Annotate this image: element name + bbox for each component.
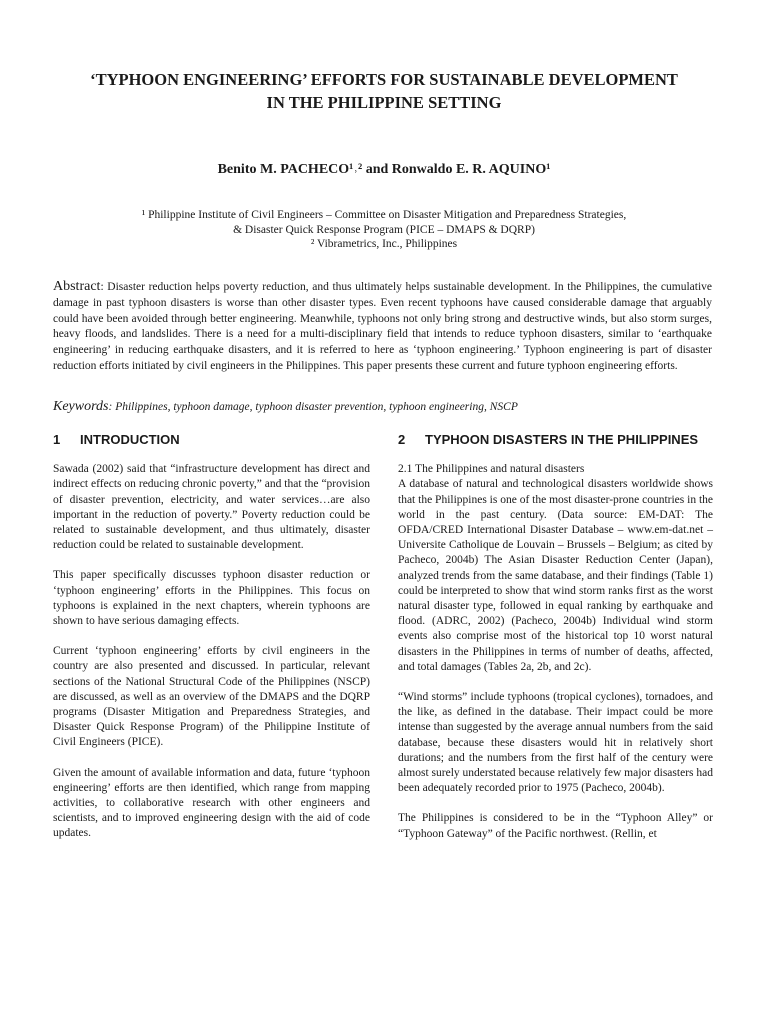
author-list: Benito M. PACHECO¹˒² and Ronwaldo E. R. AQUINO¹ <box>217 162 551 177</box>
paragraph: This paper specifically discusses typhoon disaster reduction or ‘typhoon engineering’ efforts in the Philippines. This focus on typhoons is explained in the next chapters, wherein typhoons are shown to have serious damaging effects. <box>53 569 370 628</box>
paragraph: A database of natural and technological disasters worldwide shows that the Philippines is one of the most disaster-prone countries in the world in the past century. (Data source: EM-DAT: The OFDA/CRED International Disaster Database – www.em-dat.net – Universite Catholique de Louvain – Brussels – Belgium; as cited by Pacheco, 2004b) The Asian Disaster Reduction Center (Japan), analyzed trends from the same database, and their findings (Table 1) could be interpreted to show that wind storm ranks first as the worst natural disaster type, followed in equal ranking by earthquake and flood. (ADRC, 2002) (Pacheco, 2004b) Individual wind storm events also comprise most of the historical top 10 worst natural disasters in the Philippines in terms of number of deaths, affected, and total damages (Tables 2a, 2b, and 2c). <box>398 478 714 673</box>
affiliation-line-1: ¹ Philippine Institute of Civil Engineers – Committee on Disaster Mitigation and Preparedness Strategies, <box>141 209 627 221</box>
section-1-number: 1 <box>53 432 61 447</box>
abstract <box>53 279 712 375</box>
affiliation-line-3: ² Vibrametrics, Inc., Philippines <box>310 238 458 250</box>
section-2-heading <box>398 432 713 447</box>
subsection-2-1-heading: 2.1 The Philippines and natural disasters <box>398 463 585 476</box>
affiliation-line-2: & Disaster Quick Response Program (PICE – DMAPS & DQRP) <box>233 223 535 236</box>
section-2-number: 2 <box>398 432 406 447</box>
paragraph: The Philippines is considered to be in the “Typhoon Alley” or “Typhoon Gateway” of the Pacific northwest. (Rellin, et <box>398 812 713 840</box>
paper-title <box>40 68 728 114</box>
keywords-label: Keywords <box>53 399 109 414</box>
keywords <box>53 399 712 415</box>
title-line-1: ‘TYPHOON ENGINEERING’ EFFORTS FOR SUSTAINABLE DEVELOPMENT <box>90 70 678 89</box>
section-1-heading <box>53 432 370 447</box>
right-column <box>398 432 713 857</box>
left-column <box>53 432 370 857</box>
keywords-text: : Philippines, typhoon damage, typhoon disaster prevention, typhoon engineering, NSCP <box>108 401 518 413</box>
affiliations <box>40 208 728 252</box>
abstract-label: Abstract <box>53 279 101 294</box>
section-2-title: TYPHOON DISASTERS IN THE PHILIPPINES <box>425 432 699 447</box>
abstract-text: : Disaster reduction helps poverty reduction, and thus ultimately helps sustainable development. In the Philippines, the cumulative damage in past typhoon disasters is worse than other disaster types. Even recent typhoons have caused considerable damage that arguably could have been avoided through better engineering. Meanwhile, typhoons not only bring strong and destructive winds, but also storm surges, heavy floods, and landslides. There is a need for a multi-disciplinary field that intends to reduce typhoon disasters, similar to ‘earthquake engineering’ in reducing earthquake disasters, and it is referred to here as ‘typhoon engineering.’ Typhoon engineering is part of disaster reduction efforts initiated by civil engineers in the Philippines. This paper presents these current and future typhoon engineering efforts. <box>53 281 712 372</box>
paragraph: Current ‘typhoon engineering’ efforts by civil engineers in the country are also presented and discussed. In particular, relevant sections of the National Structural Code of the Philippines (NSCP) are discussed, as well as an overview of the DMAPS and the DQRP programs (Disaster Mitigation and Preparedness Strategies, and Disaster Quick Response Program) of the Philippine Institute of Civil Engineers (PICE). <box>53 645 370 749</box>
paragraph: “Wind storms” include typhoons (tropical cyclones), tornadoes, and the like, as defined in the database. Their impact could be more intense than suggested by the average annual numbers from the said database, because these disasters would hit in relatively short durations; and the numbers from the first half of the century were almost surely understated because relatively few major disasters had been adequately recorded prior to 1975 (Pacheco, 2004b). <box>398 691 713 795</box>
paragraph: Sawada (2002) said that “infrastructure development has direct and indirect effects on reducing chronic poverty,” and that the “provision of disaster prevention, electricity, and water services…are also important in the reduction of poverty.” Poverty reduction could be related to sustainable development, and thus ultimately, disaster reduction could be related to sustainable development. <box>53 463 370 552</box>
title-line-2: IN THE PHILIPPINE SETTING <box>266 93 502 112</box>
section-1-title: INTRODUCTION <box>80 432 180 447</box>
paragraph: Given the amount of available information and data, future ‘typhoon engineering’ efforts are then identified, which range from mapping activities, to collaborative research with other engineers and scientists, and to improved engineering design with the aid of code updates. <box>53 766 370 840</box>
